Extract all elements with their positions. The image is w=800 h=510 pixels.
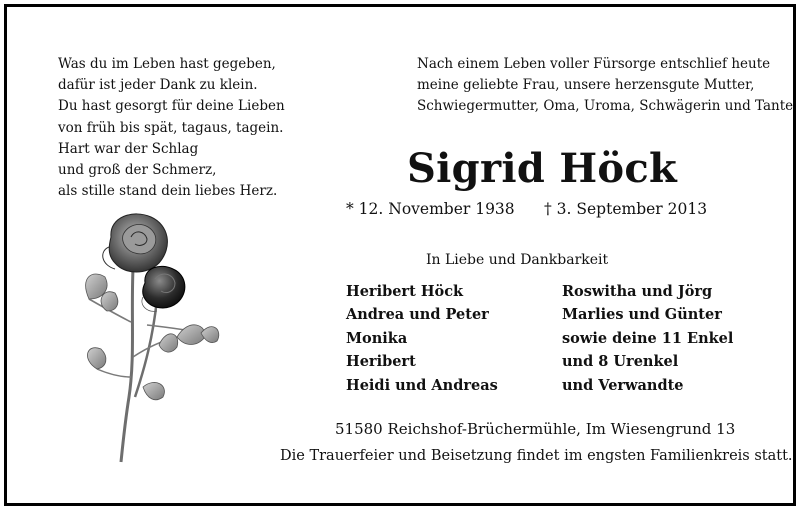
birth-date: * 12. November 1938	[346, 200, 515, 218]
mourner-name: Roswitha und Jörg	[562, 283, 713, 300]
mourner-name: Andrea und Peter	[346, 306, 489, 324]
mourners-left-column	[346, 280, 498, 397]
mourner-name: Marlies und Günter	[562, 306, 722, 324]
mourner-name: Heidi und Andreas	[346, 376, 498, 394]
mourner-name: sowie deine 11 Enkel	[562, 329, 734, 347]
poem-line: Hart war der Schlag	[58, 140, 199, 157]
mourner-name: und Verwandte	[562, 376, 684, 394]
poem-line: als stille stand dein liebes Herz.	[58, 183, 278, 200]
poem-line: Du hast gesorgt für deine Lieben	[58, 98, 285, 115]
mourner-name: Monika	[346, 329, 408, 347]
poem-block	[58, 54, 285, 202]
obituary-card	[4, 4, 796, 506]
death-date: † 3. September 2013	[544, 200, 708, 218]
family-address: 51580 Reichshof-Brüchermühle, Im Wiesengrund 13	[335, 420, 736, 438]
mourner-name: Heribert Höck	[346, 283, 464, 300]
intro-text	[417, 54, 793, 118]
mourner-name: und 8 Urenkel	[562, 353, 679, 371]
poem-line: und groß der Schmerz,	[58, 162, 217, 179]
poem-line: Was du im Leben hast gegeben,	[58, 56, 276, 72]
deceased-name: Sigrid Höck	[407, 145, 678, 192]
love-and-gratitude-line: In Liebe und Dankbarkeit	[426, 252, 609, 268]
mourner-name: Heribert	[346, 353, 416, 371]
funeral-note: Die Trauerfeier und Beisetzung findet im engsten Familienkreis statt.	[280, 448, 793, 464]
mourners-right-column	[562, 280, 733, 397]
poem-line: dafür ist jeder Dank zu klein.	[58, 77, 258, 94]
poem-line: von früh bis spät, tagaus, tagein.	[58, 119, 284, 136]
intro-line: meine geliebte Frau, unsere herzensgute Mutter,	[417, 77, 755, 94]
intro-line: Nach einem Leben voller Fürsorge entschlief heute	[417, 56, 771, 72]
intro-line: Schwiegermutter, Oma, Uroma, Schwägerin und Tante	[417, 98, 794, 115]
rose-illustration-icon	[73, 207, 223, 467]
